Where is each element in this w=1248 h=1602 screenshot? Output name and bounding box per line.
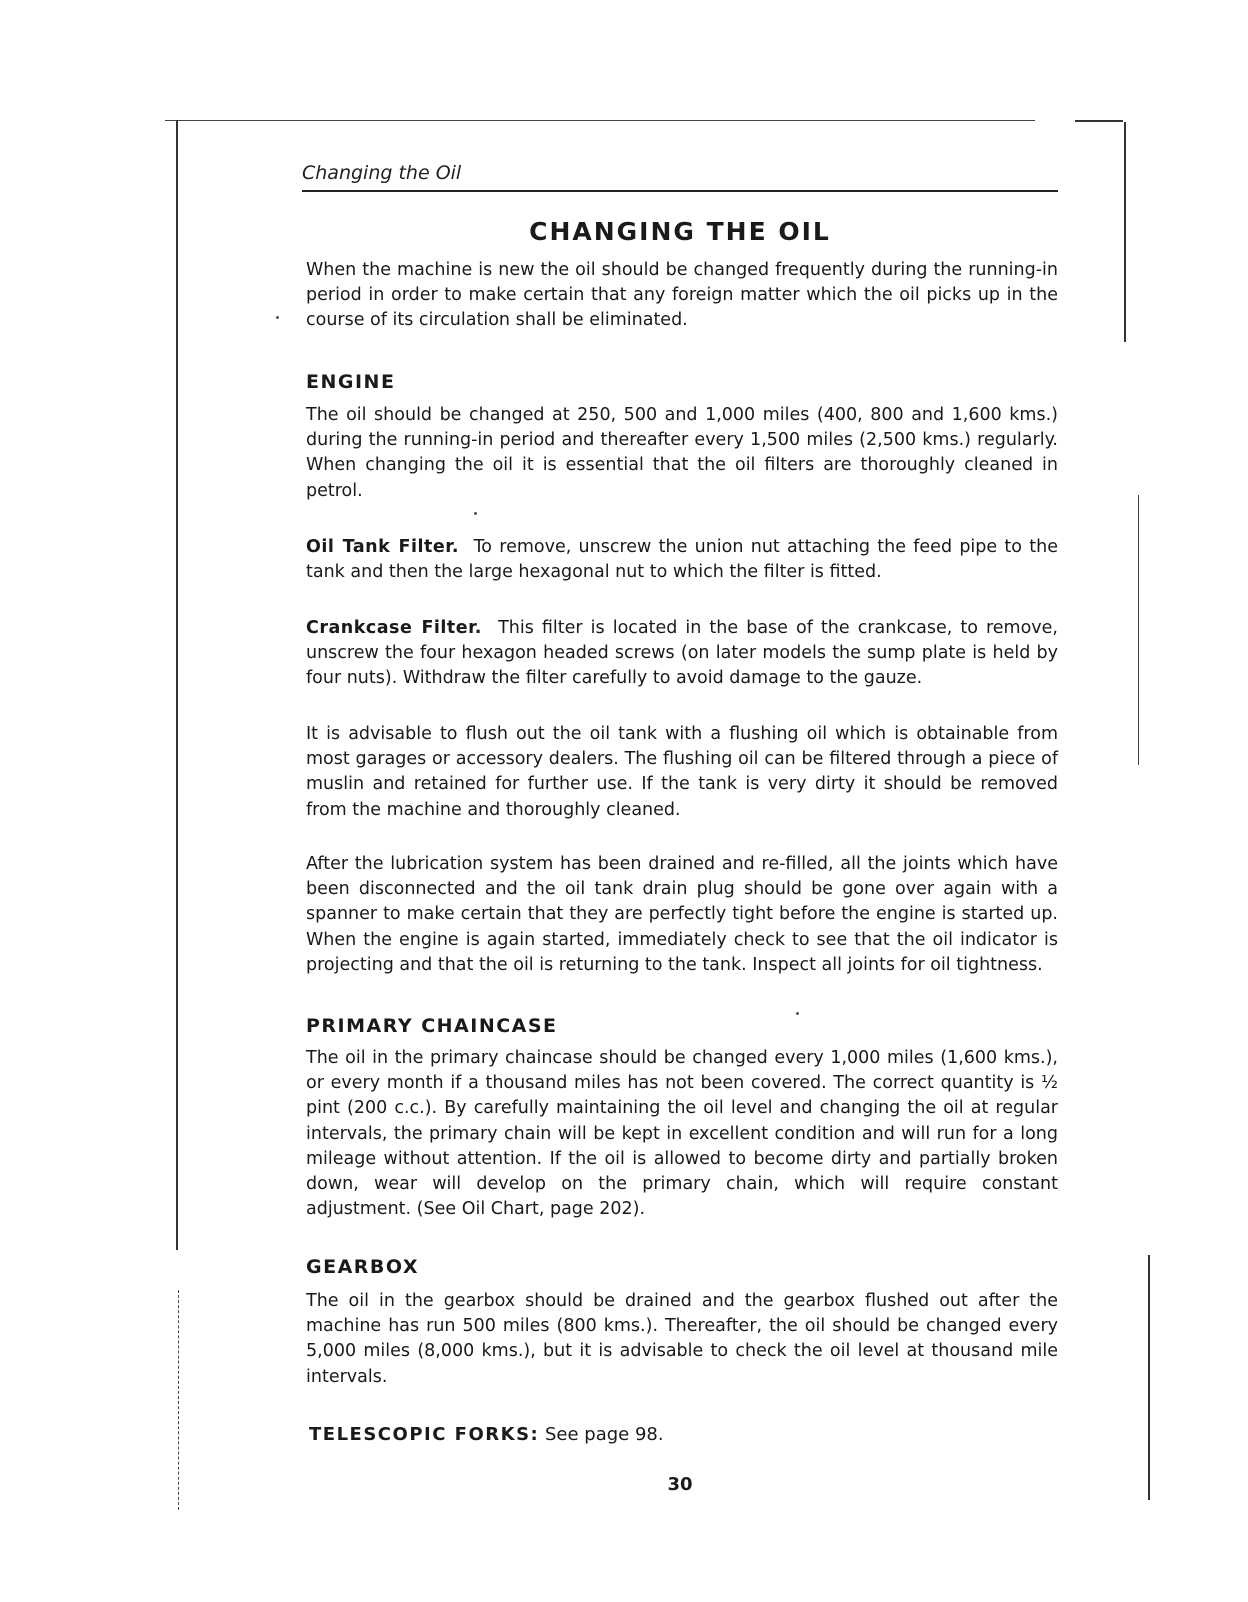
telescopic-forks-heading: TELESCOPIC FORKS: bbox=[309, 1424, 540, 1445]
flushing-paragraph: It is advisable to flush out the oil tank with a flushing oil which is obtainable from most garages or accessory dealers. The flushing oil can be filtered through a piece of muslin and retained for further use. If the tank is very dirty it should be removed from the machine and thoroughly cleaned. bbox=[306, 724, 1058, 820]
primary-chaincase-paragraph: The oil in the primary chaincase should be changed every 1,000 miles (1,600 kms.), or every month if a thousand miles has not been covered. The correct quantity is ½ pint (200 c.c.). By carefully maintaining the oil level and changing the oil at regular intervals, the primary chain will be kept in excellent condition and will run for a long mileage without attention. If the oil is allowed to become dirty and partially broken down, wear will develop on the primary chain, which will require constant adjustment. (See Oil Chart, page 202). bbox=[306, 1048, 1058, 1220]
scan-corner-mark bbox=[1075, 120, 1123, 128]
oil-tank-filter-text: To remove, unscrew the union nut attaching the feed pipe to the tank and then the large hexagonal nut to which the filter is fitted. bbox=[306, 537, 1058, 583]
gearbox-heading: GEARBOX bbox=[306, 1256, 420, 1278]
crankcase-filter-paragraph bbox=[306, 616, 1058, 692]
engine-heading: ENGINE bbox=[306, 371, 396, 393]
crankcase-filter-text: This filter is located in the base of the crankcase, to remove, unscrew the four hexagon headed screws (on later models the sump plate is held by four nuts). Withdraw the filter carefully to avoid damage to the gauze. bbox=[306, 618, 1058, 689]
primary-chaincase-heading: PRIMARY CHAINCASE bbox=[306, 1015, 558, 1037]
running-head: Changing the Oil bbox=[302, 162, 462, 184]
intro-paragraph: When the machine is new the oil should be changed frequently during the running-in period in order to make certain that any foreign matter which the oil picks up in the course of its circulation shall be eliminated. bbox=[306, 260, 1058, 331]
scan-border-right bbox=[1124, 122, 1126, 342]
scan-speck bbox=[474, 512, 477, 515]
oil-tank-filter-label: Oil Tank Filter. bbox=[306, 537, 460, 557]
crankcase-filter-label: Crankcase Filter. bbox=[306, 618, 482, 638]
oil-tank-filter-paragraph bbox=[306, 535, 1058, 585]
header-rule bbox=[302, 190, 1058, 192]
scan-border-right-middle bbox=[1138, 495, 1139, 765]
telescopic-forks-line bbox=[309, 1424, 664, 1445]
engine-paragraph: The oil should be changed at 250, 500 and 1,000 miles (400, 800 and 1,600 kms.) during the running-in period and thereafter every 1,500 miles (2,500 kms.) regularly. When changing the oil it is essential that the oil filters are thoroughly cleaned in petrol. bbox=[306, 405, 1058, 501]
gearbox-paragraph: The oil in the gearbox should be drained and the gearbox flushed out after the machine has run 500 miles (800 kms.). Thereafter, the oil should be changed every 5,000 miles (8,000 kms.), but it is advisable to check the oil level at thousand mile intervals. bbox=[306, 1291, 1058, 1387]
scan-speck bbox=[796, 1012, 799, 1015]
page-title: CHANGING THE OIL bbox=[529, 217, 831, 246]
telescopic-forks-text: See page 98. bbox=[544, 1424, 664, 1445]
page-number: 30 bbox=[667, 1474, 693, 1495]
scan-border-top bbox=[165, 120, 1035, 121]
scan-border-right-lower bbox=[1148, 1255, 1150, 1500]
scan-speck bbox=[276, 316, 279, 319]
scan-border-left bbox=[176, 120, 178, 1250]
scan-border-left-lower bbox=[178, 1290, 179, 1510]
after-refill-paragraph: After the lubrication system has been drained and re-filled, all the joints which have been disconnected and the oil tank drain plug should be gone over again with a spanner to make certain that they are perfectly tight before the engine is started up. When the engine is again started, immediately check to see that the oil indicator is projecting and that the oil is returning to the tank. Inspect all joints for oil tightness. bbox=[306, 854, 1058, 975]
